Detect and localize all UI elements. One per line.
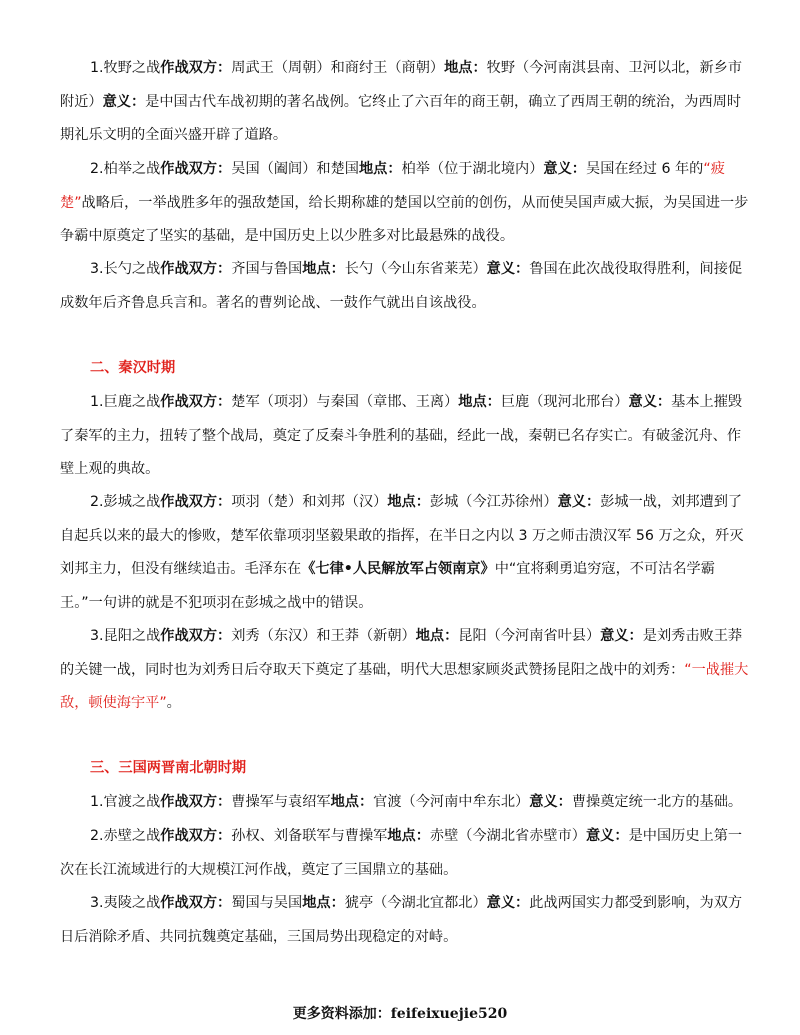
battle-title: 1.巨鹿之战 — [90, 394, 161, 410]
sides-text: 蜀国与吴国 — [231, 895, 303, 911]
meaning-highlight: “一战摧大敌，顿使海宇平” — [60, 661, 749, 711]
sides-label: 作战双方： — [160, 494, 232, 510]
battle-title: 3.长勺之战 — [90, 261, 161, 277]
sides-text: 吴国（阖闾）和楚国 — [231, 161, 359, 177]
battle-title: 3.昆阳之战 — [90, 628, 161, 644]
battle-title: 1.牧野之战 — [90, 60, 161, 76]
battle-title: 1.官渡之战 — [90, 794, 161, 810]
meaning-label: 意义： — [529, 794, 572, 810]
meaning-label: 意义： — [585, 828, 629, 844]
sides-label: 作战双方： — [160, 394, 232, 410]
sides-label: 作战双方： — [160, 828, 232, 844]
sides-label: 作战双方： — [160, 628, 232, 644]
battle-julu — [60, 386, 750, 487]
place-label: 地点： — [415, 628, 459, 644]
sides-label: 作战双方： — [160, 895, 232, 911]
poem-title: 《七律•人民解放军占领南京》 — [301, 561, 495, 577]
footer-contact: 更多资料添加：feifeixuejie520 — [292, 1006, 508, 1022]
battle-guandu — [60, 786, 750, 820]
battle-kunyang — [60, 620, 750, 721]
sides-text: 楚军（项羽）与秦国（章邯、王离） — [231, 394, 459, 410]
battle-title: 2.柏举之战 — [90, 161, 161, 177]
meaning-label: 意义： — [486, 261, 530, 277]
meaning-label: 意义： — [543, 161, 586, 177]
battle-boju — [60, 153, 750, 254]
place-label: 地点： — [330, 794, 374, 810]
place-text: 赤壁（今湖北省赤壁市） — [429, 828, 586, 844]
place-text: 牧野（今河南淇县南、卫河以北，新乡市附近） — [60, 60, 743, 110]
sides-label: 作战双方： — [160, 60, 232, 76]
meaning-text: 基本上摧毁了秦军的主力，扭转了整个战局，奠定了反秦斗争胜利的基础，经此一战，秦朝已名存实亡。有破釜沉舟、作壁上观的典故。 — [60, 394, 743, 477]
place-text: 猇亭（今湖北宜都北） — [344, 895, 487, 911]
battle-title: 2.赤壁之战 — [90, 828, 161, 844]
meaning-text: 。 — [166, 695, 181, 711]
meaning-label: 意义： — [557, 494, 601, 510]
place-label: 地点： — [387, 494, 430, 510]
meaning-text: 鲁国在此次战役取得胜利，间接促成数年后齐鲁息兵言和。著名的曹刿论战、一鼓作气就出自该战役。 — [60, 261, 743, 311]
sides-label: 作战双方： — [160, 261, 232, 277]
section-heading-sanguo: 三、三国两晋南北朝时期 — [90, 760, 247, 776]
sides-text: 曹操军与袁绍军 — [231, 794, 331, 810]
battle-title: 3.夷陵之战 — [90, 895, 161, 911]
meaning-text: 是刘秀击败王莽的关键一战，同时也为刘秀日后夺取天下奠定了基础，明代大思想家顾炎武赞扬昆阳之战中的刘秀： — [60, 628, 743, 678]
place-text: 彭城（今江苏徐州） — [429, 494, 558, 510]
meaning-text: 战略后，一举战胜多年的强敌楚国，给长期称雄的楚国以空前的创伤，从而使吴国声威大振，为吴国进一步争霸中原奠定了坚实的基础，是中国历史上以少胜多对比最悬殊的战役。 — [60, 194, 749, 244]
battle-changshao — [60, 253, 750, 320]
sides-text: 刘秀（东汉）和王莽（新朝） — [231, 628, 416, 644]
sides-label: 作战双方： — [160, 794, 232, 810]
place-text: 长勺（今山东省莱芜） — [344, 261, 487, 277]
meaning-text: 是中国历史上第一次在长江流域进行的大规模江河作战，奠定了三国鼎立的基础。 — [60, 828, 743, 878]
place-text: 昆阳（今河南省叶县） — [458, 628, 601, 644]
meaning-text: 彭城一战，刘邦遭到了自起兵以来的最大的惨败，楚军依靠项羽坚毅果敢的指挥，在半日之内以 3 万之师击溃汉军 56 万之众，歼灭刘邦主力，但没有继续追击。毛泽东在 — [60, 494, 744, 577]
meaning-text: 吴国在经过 6 年的 — [586, 161, 704, 177]
sides-label: 作战双方： — [160, 161, 232, 177]
meaning-highlight: “疲楚” — [60, 161, 725, 211]
meaning-text: 是中国古代车战初期的著名战例。它终止了六百年的商王朝，确立了西周王朝的统治，为西周时期礼乐文明的全面兴盛开辟了道路。 — [60, 93, 742, 143]
sides-text: 项羽（楚）和刘邦（汉） — [231, 494, 388, 510]
place-text: 巨鹿（现河北邢台） — [500, 394, 629, 410]
sides-text: 齐国与鲁国 — [231, 261, 303, 277]
place-label: 地点： — [358, 161, 402, 177]
meaning-label: 意义： — [486, 895, 530, 911]
sides-text: 周武王（周朝）和商纣王（商朝） — [231, 60, 445, 76]
battle-chibi — [60, 820, 750, 887]
place-text: 柏举（位于湖北境内） — [401, 161, 544, 177]
battle-title: 2.彭城之战 — [90, 494, 161, 510]
place-text: 官渡（今河南中牟东北） — [373, 794, 530, 810]
battle-muye — [60, 52, 750, 153]
place-label: 地点： — [302, 261, 345, 277]
meaning-label: 意义： — [600, 628, 643, 644]
place-label: 地点： — [444, 60, 487, 76]
meaning-text: 中“宜将剩勇追穷寇，不可沽名学霸王。”一句讲的就是不犯项羽在彭城之战中的错误。 — [60, 561, 715, 611]
meaning-label: 意义： — [628, 394, 672, 410]
meaning-label: 意义： — [102, 93, 146, 110]
place-label: 地点： — [458, 394, 501, 410]
battle-pengcheng — [60, 486, 750, 620]
place-label: 地点： — [302, 895, 345, 911]
battle-yiling — [60, 887, 750, 954]
place-label: 地点： — [387, 828, 430, 844]
section-heading-qinhan: 二、秦汉时期 — [90, 360, 176, 376]
meaning-text: 此战两国实力都受到影响，为双方日后消除矛盾、共同抗魏奠定基础，三国局势出现稳定的对峙。 — [60, 895, 743, 945]
meaning-text: 曹操奠定统一北方的基础。 — [571, 794, 743, 810]
sides-text: 孙权、刘备联军与曹操军 — [231, 828, 388, 844]
